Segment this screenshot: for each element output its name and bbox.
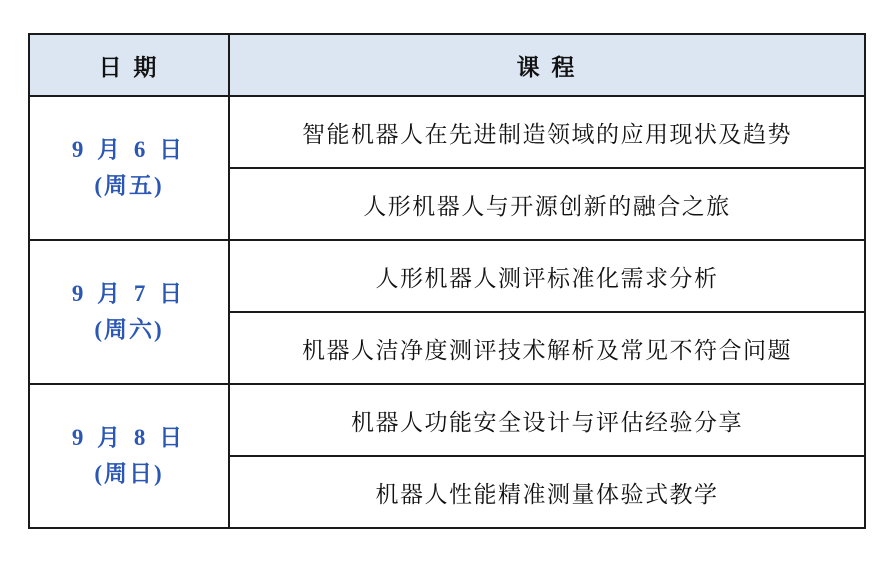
date-weekday-text: (周五)	[94, 173, 164, 198]
course-cell: 人形机器人与开源创新的融合之旅	[229, 168, 865, 240]
date-cell	[29, 384, 229, 528]
date-weekday-text: (周六)	[94, 317, 164, 342]
date-weekday-text: (周日)	[94, 461, 164, 486]
date-main-text: 9 月 7 日	[71, 281, 187, 307]
table-row	[29, 240, 865, 312]
course-schedule-table	[28, 33, 866, 529]
course-cell: 机器人洁净度测评技术解析及常见不符合问题	[229, 312, 865, 384]
course-cell: 机器人性能精准测量体验式教学	[229, 456, 865, 528]
date-main-text: 9 月 8 日	[71, 425, 187, 451]
table-row	[29, 96, 865, 168]
table-row	[29, 384, 865, 456]
course-cell: 机器人功能安全设计与评估经验分享	[229, 384, 865, 456]
course-cell: 智能机器人在先进制造领域的应用现状及趋势	[229, 96, 865, 168]
date-cell	[29, 240, 229, 384]
column-header-course: 课 程	[229, 34, 865, 96]
date-main-text: 9 月 6 日	[71, 137, 187, 163]
date-cell	[29, 96, 229, 240]
table-header-row	[29, 34, 865, 96]
course-cell: 人形机器人测评标准化需求分析	[229, 240, 865, 312]
column-header-date: 日 期	[29, 34, 229, 96]
